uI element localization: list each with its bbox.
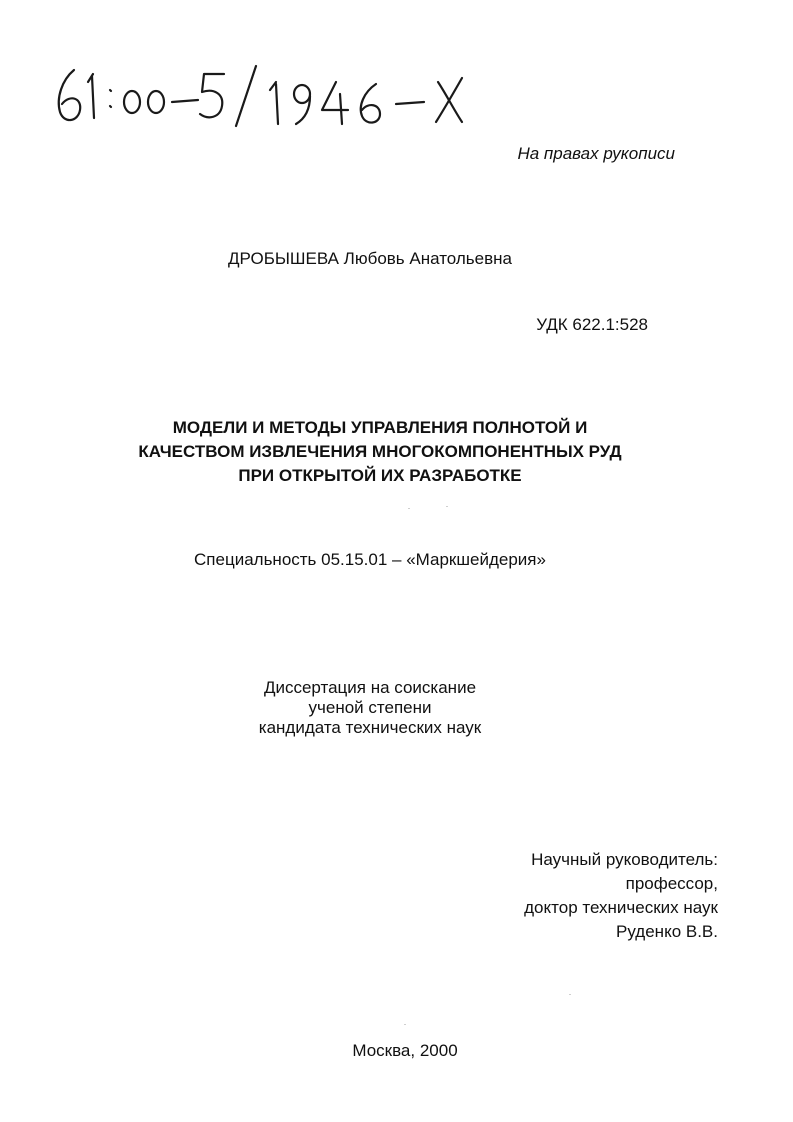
dissertation-title [60,416,700,488]
scan-speck [446,506,448,507]
scan-speck [408,508,410,509]
supervisor-line: профессор, [625,874,718,893]
title-line: МОДЕЛИ И МЕТОДЫ УПРАВЛЕНИЯ ПОЛНОТОЙ И [172,418,588,437]
scan-speck [404,1024,406,1025]
udk-code: УДК 622.1:528 [536,315,648,334]
rights-note: На правах рукописи [517,144,675,163]
city-year: Москва, 2000 [352,1041,458,1060]
author-name: ДРОБЫШЕВА Любовь Анатольевна [228,249,512,268]
title-line: ПРИ ОТКРЫТОЙ ИХ РАЗРАБОТКЕ [238,466,522,485]
scan-speck [569,994,571,995]
supervisor-block [440,848,718,944]
supervisor-line: доктор технических наук [524,898,718,917]
degree-line: Диссертация на соискание [263,678,477,697]
degree-line: кандидата технических наук [258,718,482,737]
supervisor-line: Научный руководитель: [531,850,718,869]
degree-line: ученой степени [308,698,432,717]
supervisor-line: Руденко В.В. [616,922,718,941]
title-line: КАЧЕСТВОМ ИЗВЛЕЧЕНИЯ МНОГОКОМПОНЕНТНЫХ РУД [138,442,622,461]
handwritten-archive-code [52,58,472,132]
degree-statement [200,678,540,738]
specialty-line: Специальность 05.15.01 – «Маркшейдерия» [194,550,546,569]
